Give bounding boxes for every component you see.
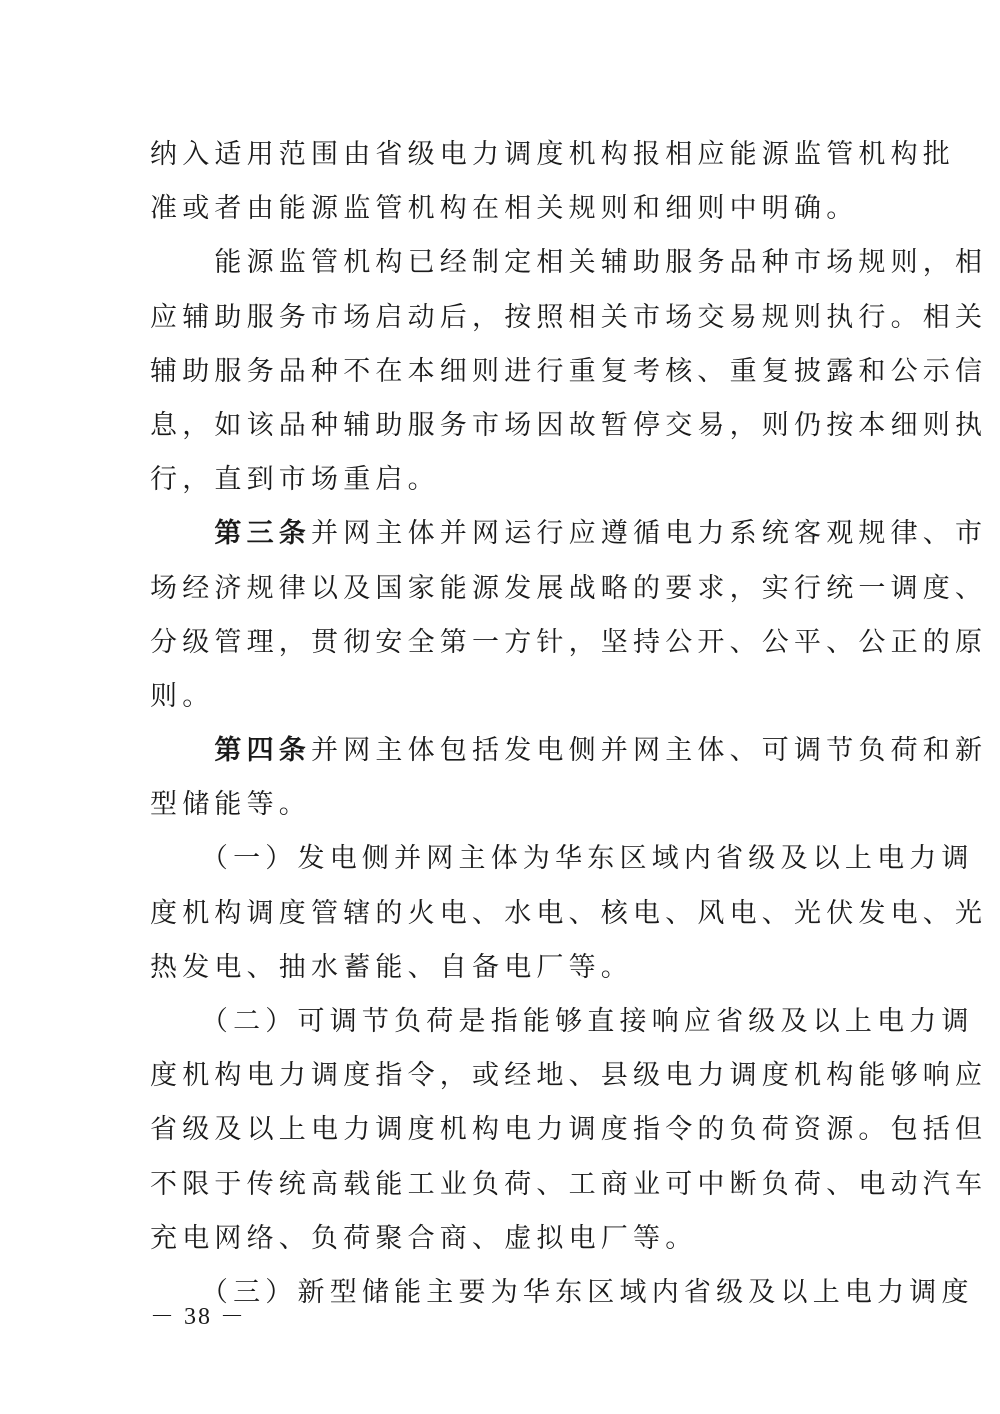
list-item-paragraph	[150, 995, 988, 1266]
text-line: 度机构调度管辖的火电、水电、核电、风电、光伏发电、光	[150, 897, 988, 929]
text-line: 型储能等。	[150, 789, 311, 821]
text-line: 热发电、抽水蓄能、自备电厂等。	[150, 951, 633, 983]
document-body	[150, 128, 988, 1320]
page-number: － 38 －	[150, 1304, 246, 1330]
text-line	[150, 724, 988, 778]
text-line: 应辅助服务市场启动后，按照相关市场交易规则执行。相关	[150, 301, 988, 333]
list-item-paragraph	[150, 1266, 974, 1320]
text-line: 辅助服务品种不在本细则进行重复考核、重复披露和公示信	[150, 355, 988, 387]
text-line: 纳入适用范围由省级电力调度机构报相应能源监管机构批	[150, 139, 955, 170]
text-line: （一）发电侧并网主体为华东区域内省级及以上电力调	[150, 843, 974, 875]
article-paragraph	[150, 724, 988, 832]
article-heading: 第四条	[150, 735, 311, 767]
article-text: 并网主体包括发电侧并网主体、可调节负荷和新	[311, 735, 988, 767]
paragraph	[150, 236, 988, 507]
text-line: 不限于传统高载能工业负荷、工商业可中断负荷、电动汽车	[150, 1168, 988, 1200]
text-line: 息，如该品种辅助服务市场因故暂停交易，则仍按本细则执	[150, 409, 988, 441]
text-line: 省级及以上电力调度机构电力调度指令的负荷资源。包括但	[150, 1114, 988, 1146]
text-line: 准或者由能源监管机构在相关规则和细则中明确。	[150, 193, 859, 225]
text-line: 行，直到市场重启。	[150, 464, 440, 496]
article-heading: 第三条	[150, 518, 311, 550]
text-line: 场经济规律以及国家能源发展战略的要求，实行统一调度、	[150, 572, 988, 604]
text-line: 充电网络、负荷聚合商、虚拟电厂等。	[150, 1222, 698, 1254]
list-item-paragraph	[150, 832, 988, 995]
text-line: （二）可调节负荷是指能够直接响应省级及以上电力调	[150, 1006, 974, 1037]
text-line: 分级管理，贯彻安全第一方针，坚持公开、公平、公正的原	[150, 626, 988, 658]
paragraph	[150, 128, 955, 236]
text-line: 度机构电力调度指令，或经地、县级电力调度机构能够响应	[150, 1060, 988, 1092]
text-line: 能源监管机构已经制定相关辅助服务品种市场规则，相	[150, 247, 988, 279]
article-paragraph	[150, 507, 988, 724]
text-line: （三）新型储能主要为华东区域内省级及以上电力调度	[150, 1276, 974, 1308]
article-text: 并网主体并网运行应遵循电力系统客观规律、市	[311, 518, 988, 550]
text-line	[150, 507, 988, 561]
text-line: 则。	[150, 680, 215, 712]
